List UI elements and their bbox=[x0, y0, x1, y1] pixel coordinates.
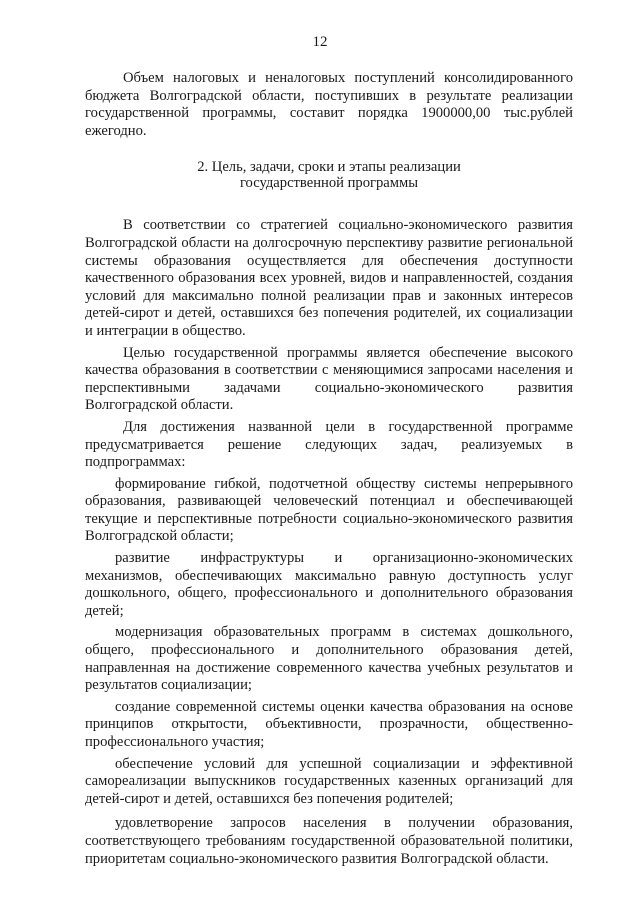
page-number: 12 bbox=[312, 34, 328, 50]
task-item: модернизация образовательных программ в системах дошкольного, общего, профессионального и дополнительного образования детей, направленная на достижение современного качества учебных результатов и результатов социализации; bbox=[85, 624, 573, 694]
task-item: обеспечение условий для успешной социализации и эффективной самореализации выпускников государственных казенных организаций для детей-сирот и детей, оставшихся без попечения родителей; bbox=[85, 755, 573, 807]
paragraph-goal: Целью государственной программы является обеспечение высокого качества образования в соответствии с меняющимися запросами населения и перспективными задачами социально-экономического развития Волгоградской области. bbox=[85, 344, 573, 414]
intro-paragraph: Объем налоговых и неналоговых поступлений консолидированного бюджета Волгоградской области, поступивших в результате реализации государственной программы, составит порядка 1900000,00 тыс.рублей ежегодно. bbox=[85, 70, 573, 139]
task-item: удовлетворение запросов населения в получении образования, соответствующего требованиям государственной образовательной политики, приоритетам социально-экономического развития Волгоградской области. bbox=[85, 815, 573, 867]
section-heading bbox=[85, 159, 573, 191]
section-heading-line-1: 2. Цель, задачи, сроки и этапы реализации bbox=[197, 159, 461, 176]
task-item: создание современной системы оценки качества образования на основе принципов открытости, объективности, прозрачности, общественно-профессионального участия; bbox=[85, 698, 573, 750]
section-heading-line-2: государственной программы bbox=[239, 175, 419, 192]
task-item: развитие инфраструктуры и организационно-экономических механизмов, обеспечивающих максимально равную доступность услуг дошкольного, общего, профессионального и дополнительного образования детей; bbox=[85, 550, 573, 619]
paragraph-strategy: В соответствии со стратегией социально-экономического развития Волгоградской области на долгосрочную перспективу развитие региональной системы образования осуществляется для обеспечения доступности качественного образования всех уровней, видов и направленностей, создания условий для максимально полной реализации прав и законных интересов детей-сирот и детей, оставшихся без попечения родителей, их социализации и интеграции в общество. bbox=[85, 217, 573, 339]
paragraph-tasks-intro: Для достижения названной цели в государственной программе предусматривается решение следующих задач, реализуемых в подпрограммах: bbox=[85, 418, 573, 471]
task-item: формирование гибкой, подотчетной обществу системы непрерывного образования, развивающей человеческий потенциал и обеспечивающей текущие и перспективные потребности социально-экономического развития Волгоградской области; bbox=[85, 475, 573, 545]
document-body bbox=[85, 70, 573, 868]
